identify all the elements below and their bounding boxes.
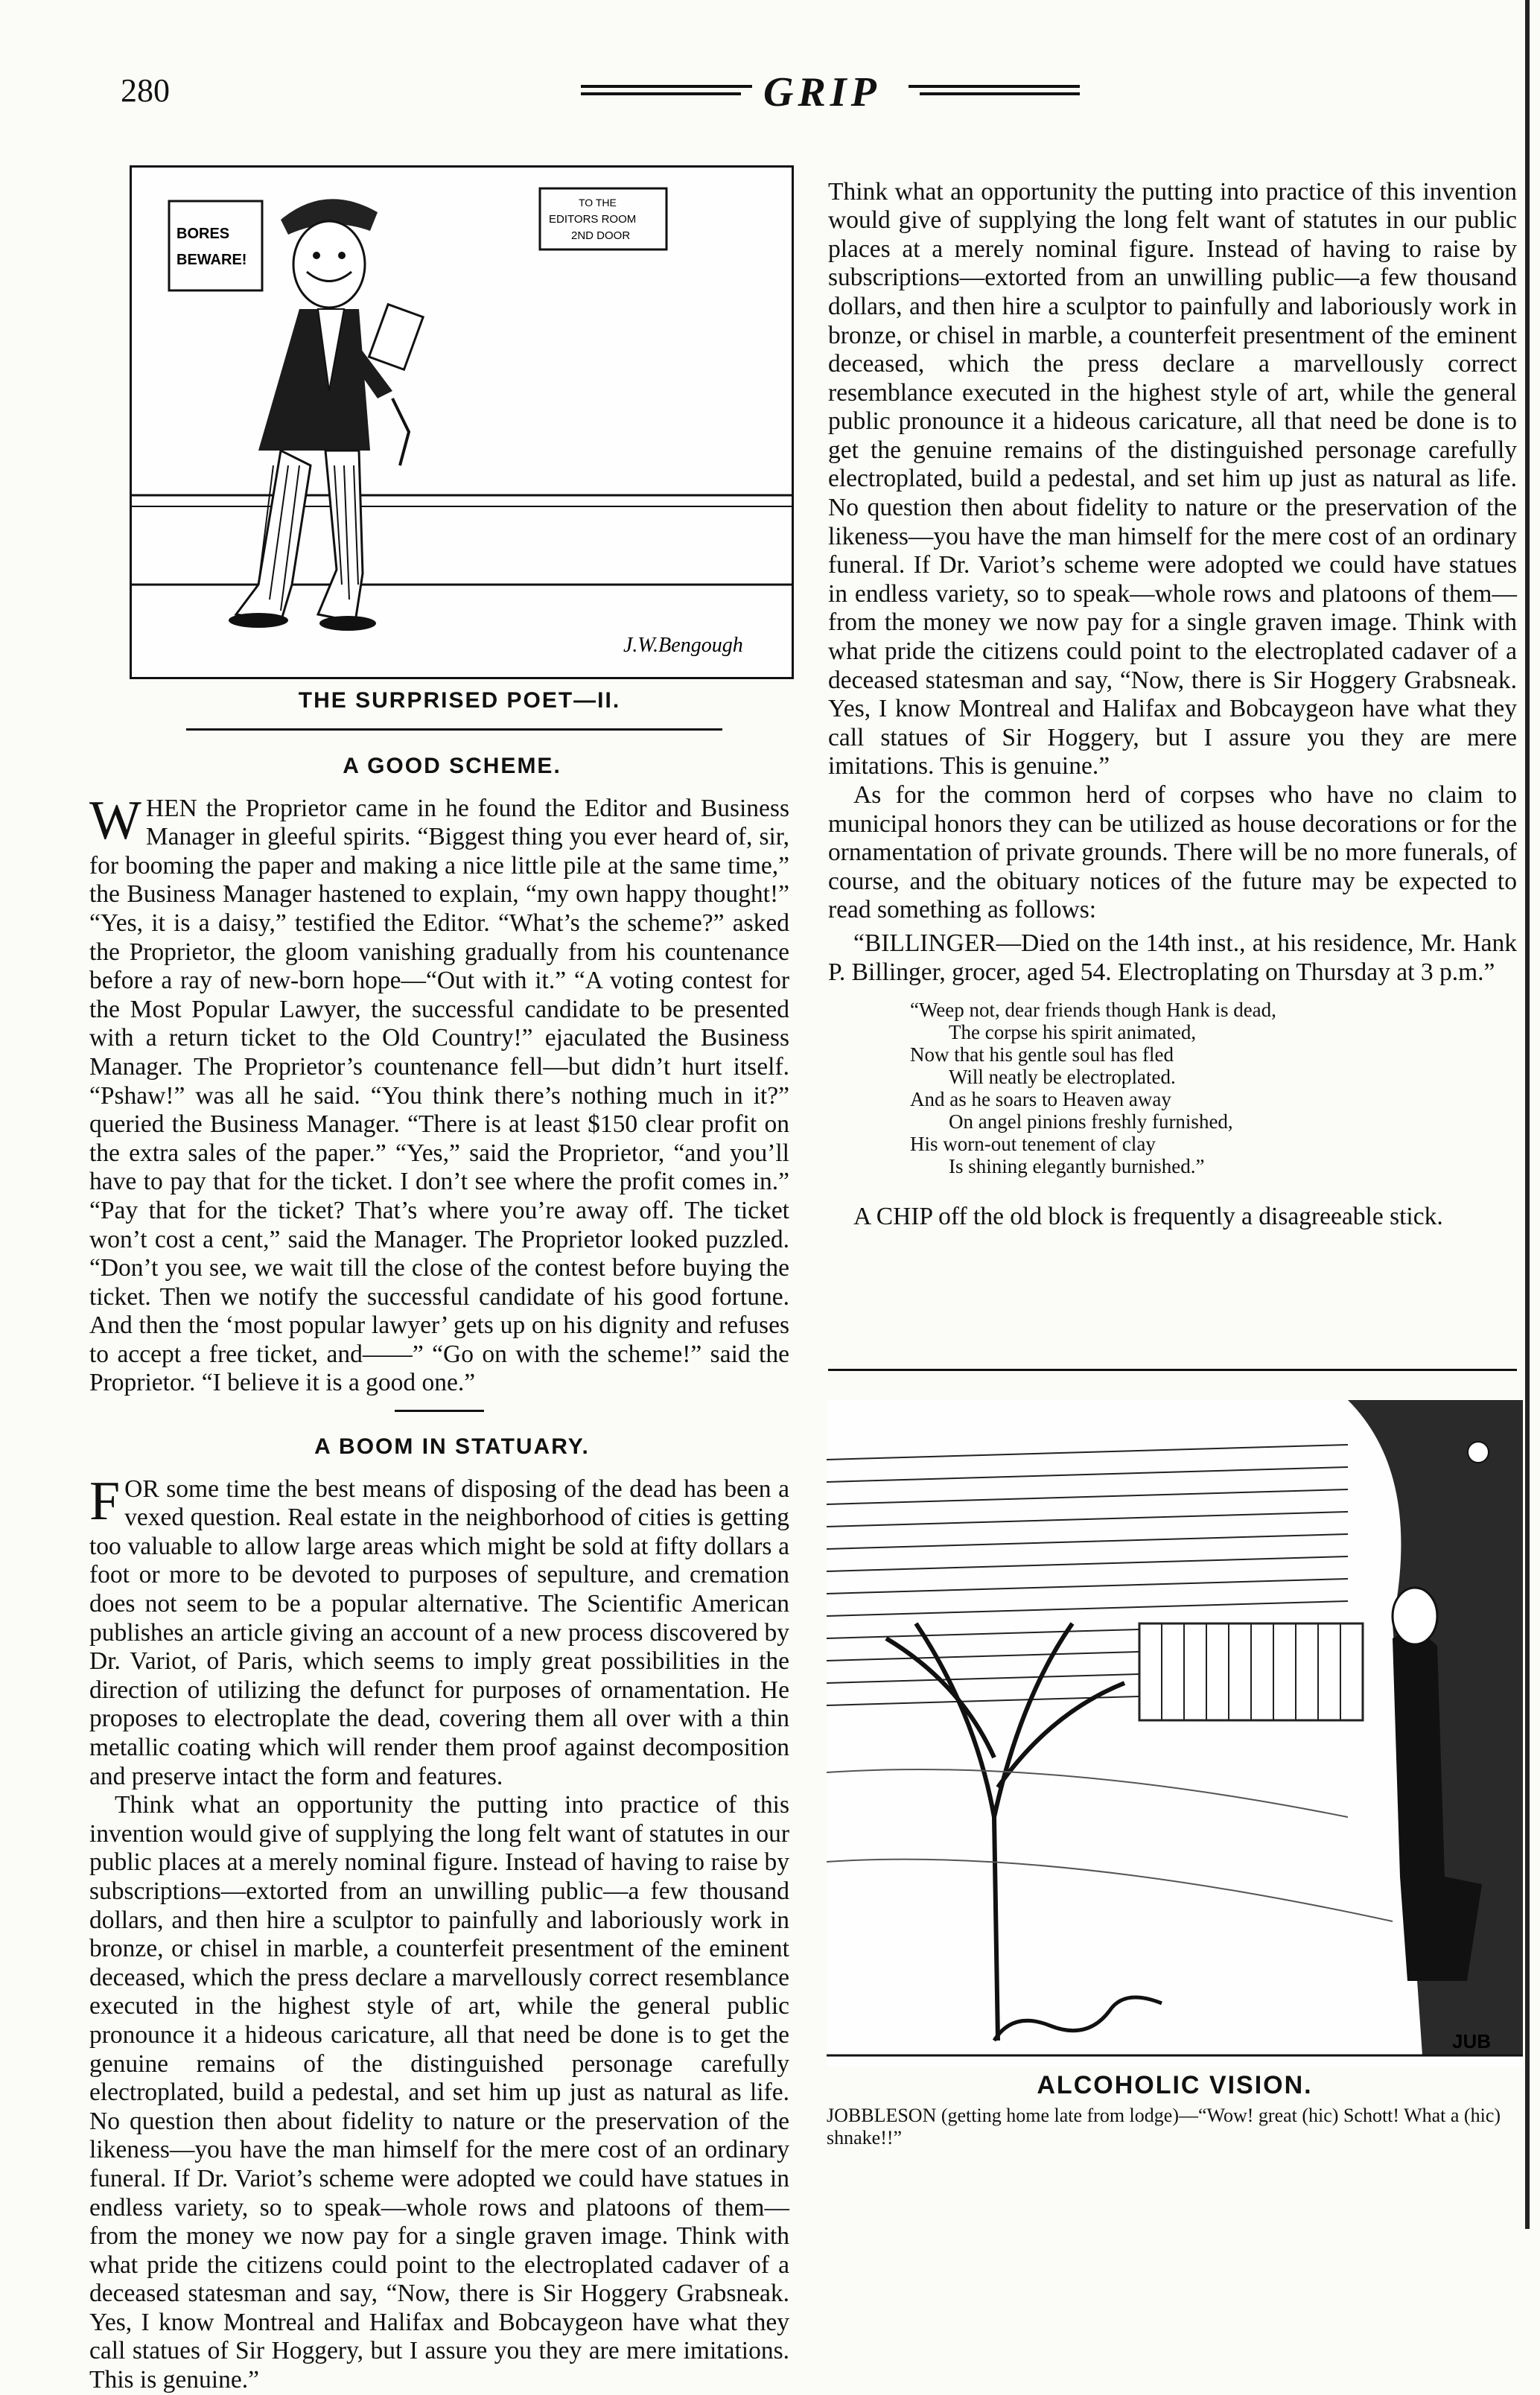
cartoon2-heading: ALCOHOLIC VISION. [1037,2071,1313,2099]
article2-poem [910,999,1517,1177]
sign-bores: BORES [176,226,230,242]
left-column [89,752,789,2394]
cartoon-surprised-poet [130,165,794,679]
article2-body [89,1470,789,1792]
poem-line: And as he soars to Heaven away [910,1088,1171,1111]
cartoon1-signature: J.W.Bengough [623,634,743,657]
poem-line: His worn-out tenement of clay [910,1133,1156,1156]
sign-door: 2ND DOOR [571,229,631,242]
cartoon1-caption [130,688,789,713]
masthead-rule-left [581,85,752,88]
article2-dropcap: F [89,1470,121,1532]
article2-heading: A BOOM IN STATUARY. [314,1434,590,1460]
article1-heading: A GOOD SCHEME. [343,754,561,778]
cartoon1-caption-text: THE SURPRISED POET—II. [298,688,621,713]
article2-para3: As for the common herd of corpses who have no claim to municipal honors they can be utilized as house decorations or for the ornamentation of private grounds. There will be no more funerals, of course, and the obituary notices of the future may be expected to read something as follows: [828,781,1517,924]
masthead-title: GRIP [763,69,881,115]
filler-text: A CHIP off the old block is frequently a disagreeable stick. [853,1203,1443,1231]
masthead-rule-right [909,85,1080,88]
poem-line: “Weep not, dear friends though Hank is dead, [910,999,1276,1022]
poem-line: The corpse his spirit animated, [949,1021,1197,1044]
masthead-rule-left-2 [581,92,741,95]
article1-text: HEN the Proprietor came in he found the Editor and Business Manager in gleeful spirits. “Biggest thing you ever heard of, sir, for booming the paper and making a nice little pile at the same time,” the Business Manager hastened to explain, “my own happy thought!” “Yes, it is a daisy,” testified the Editor. “What’s the scheme?” asked the Proprietor, the gloom vanishing gradually from his countenance before a ray of new-born hope—“Out with it.” “A voting contest for the Most Popular Lawyer, the successful candidate to be presented with a return ticket to the Old Country!” ejaculated the Business Manager. The Proprietor’s countenance fell—but didn’t hurt itself. “Pshaw!” was all he said. “You think there’s nothing much in it?” queried the Business Manager. “There is at least $150 clear profit on the extra sales of the paper.” “Yes,” said the Proprietor, “and you’ll have to pay that for the ticket. I don’t see where the profit comes in.” “Pay that for the ticket? That’s where you’re away off. The ticket won’t cost a cent,” said the Manager. The Proprietor looked puzzled. “Don’t you see, we wait till the close of the contest before buying the ticket. Then we notify the successful candidate of his good fortune. And then the ‘most popular lawyer’ gets up on his dignity and refuses to accept a free ticket, and——” “Go on with the scheme!” said the Proprietor. “I believe it is a good one.” [89,794,789,1397]
cartoon2-caption-text: JOBBLESON (getting home late from lodge)—“Wow! great (hic) Schott! What a (hic) shnake!!” [827,2105,1501,2148]
article2-para2: Think what an opportunity the putting into practice of this invention would give of supplying the long felt want of statutes in our public places at a merely nominal figure. Instead of having to raise by subscriptions—extorted from an unwilling public—a few thousand dollars, and then hire a sculptor to painfully and laboriously work in bronze, or chisel in marble, a counterfeit presentment of the eminent deceased, which the press declare a marvellously correct resemblance executed in the highest style of art, while the general public pronounce it a hideous caricature, all that need be done is to get the genuine remains of the distinguished personage carefully electroplated, build a pedestal, and set him up just as natural as life. No question then about fidelity to nature or the preservation of the likeness—you have the man himself for the mere cost of an ordinary funeral. If Dr. Variot’s scheme were adopted we could have statues in endless variety, so to speak—whole rows and platoons of them—from the money we now pay for a single graven image. Think with what pride the citizens could point to the electroplated cadaver of a deceased statesman and say, “Now, there is Sir Hoggery Grabsneak. Yes, I know Montreal and Halifax and Bobcaygeon have what they call statues of Sir Hoggery, but I assure you they are mere imitations. This is genuine.” [89,1791,789,2394]
sign-editors-room: EDITORS ROOM [549,213,637,226]
cartoon2-signature: JUB [1452,2030,1492,2052]
alcoholic-vision-illustration [827,1400,1523,2067]
article2-para2-continued [828,149,1517,781]
masthead [581,69,1080,113]
article1-dropcap: W [89,789,141,851]
poem-line: Is shining elegantly burnished.” [949,1155,1205,1178]
article2-obituary: “BILLINGER—Died on the 14th inst., at his residence, Mr. Hank P. Billinger, grocer, aged 54. Electroplating on Thursday at 3 p.m.” [828,929,1517,986]
page-number: 280 [121,72,170,109]
poem-line: Now that his gentle soul has fled [910,1043,1174,1066]
cartoon2-caption [827,2071,1523,2149]
article2-para2-tail: Think what an opportunity the putting into practice of this invention would give of supplying the long felt want of statutes in our public places at a merely nominal figure. Instead of having to raise by subscriptions—extorted from an unwilling public—a few thousand dollars, and then hire a sculptor to painfully and laboriously work in bronze, or chisel in marble, a counterfeit presentment of the eminent deceased, which the press declare a marvellously correct resemblance executed in the highest style of art, while the general public pronounce it a hideous caricature, all that need be done is to get the genuine remains of the distinguished personage carefully electroplated, build a pedestal, and set him up just as natural as life. No question then about fidelity to nature or the preservation of the likeness—you have the man himself for the mere cost of an ordinary funeral. If Dr. Variot’s scheme were adopted we could have statues in endless variety, so to speak—whole rows and platoons of them—from the money we now pay for a single graven image. Think with what pride the citizens could point to the electroplated cadaver of a deceased statesman and say, “Now, there is Sir Hoggery Grabsneak. Yes, I know Montreal and Halifax and Bobcaygeon have what they call statues of Sir Hoggery, but I assure you they are mere imitations. This is genuine.” [828,177,1517,780]
sign-to-the: TO THE [579,197,617,209]
divider-2 [828,1369,1517,1371]
poet-illustration [132,168,792,677]
right-column [828,149,1517,1232]
article2-para1: OR some time the best means of disposing of the dead has been a vexed question. Real estate in the neighborhood of cities is getting too valuable to allow large areas which might be sold at fifty dollars a foot or more to be devoted to purposes of sepulture, and cremation does not seem to be a popular alternative. The Scientific American publishes an article giving an account of a new process discovered by Dr. Variot, of Paris, which seems to imply great possibilities in the direction of utilizing the defunct for purposes of ornamentation. He proposes to electroplate the dead, covering them all over with a thin metallic coating which will render them proof against decomposition and preserve intact the form and features. [89,1475,789,1790]
page-edge [1525,0,1530,2229]
divider-small [395,1410,484,1412]
masthead-rule-right-2 [920,92,1080,95]
divider-1 [186,728,722,731]
sign-beware: BEWARE! [176,252,247,268]
article1-body [89,789,789,1398]
poem-line: On angel pinions freshly furnished, [949,1110,1233,1133]
article2-para2-start [89,1791,789,2394]
poem-line: Will neatly be electroplated. [949,1066,1176,1089]
cartoon-alcoholic-vision [827,1400,1523,2067]
